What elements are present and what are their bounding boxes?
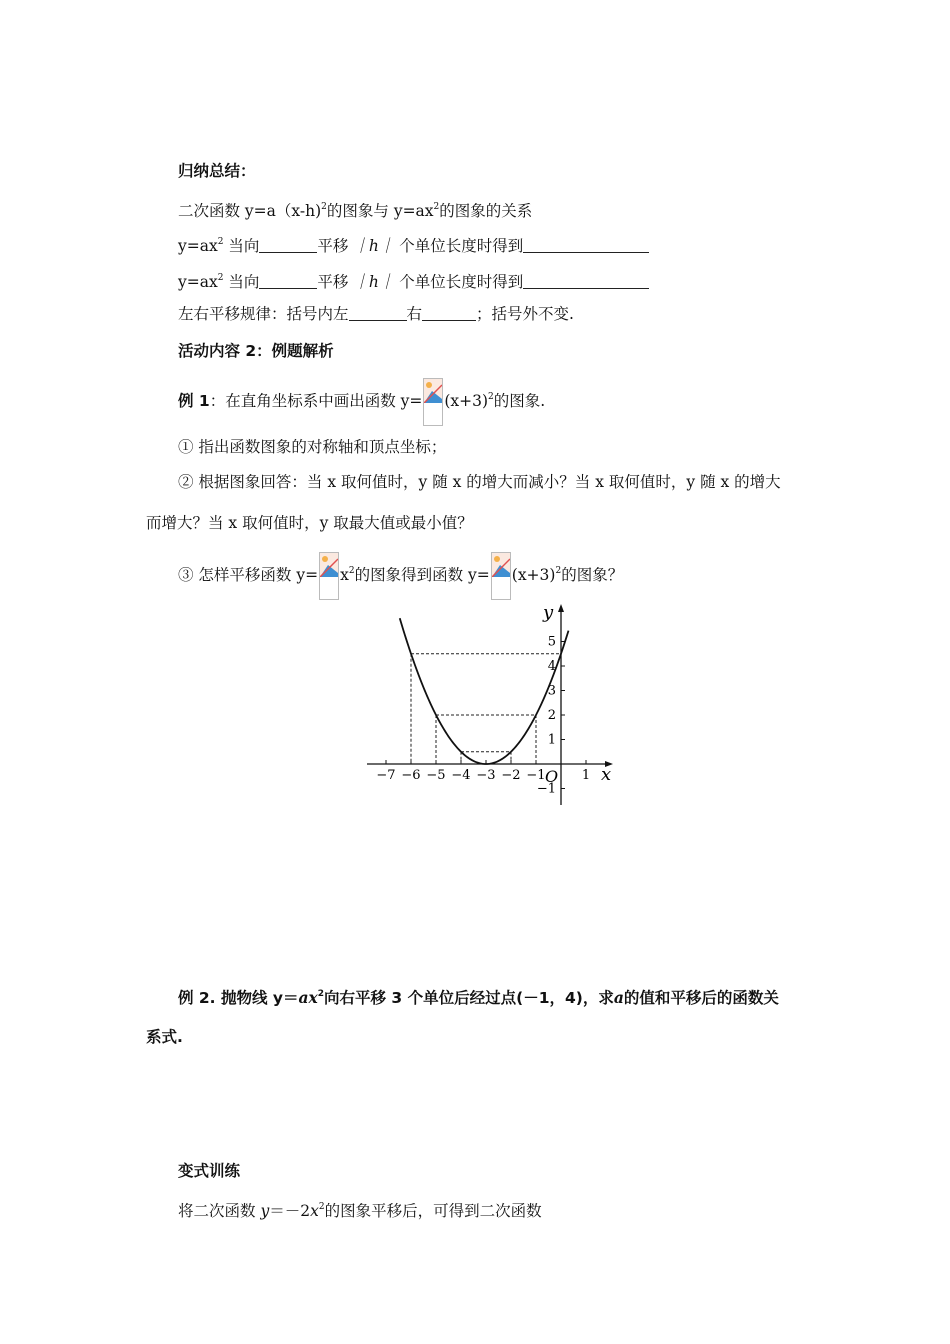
y-tick-label: −1 (536, 781, 556, 797)
variant-heading: 变式训练 (178, 1162, 241, 1180)
parabola-curve (400, 618, 569, 764)
blank-result-1[interactable] (523, 236, 649, 253)
fraction-image-icon (319, 552, 339, 600)
x-axis-label: x (601, 764, 612, 785)
x-tick-label: −7 (376, 768, 396, 783)
question-2-line2: 而增大？当 x 取何值时，y 取最大值或最小值？ (146, 514, 473, 532)
x-tick-label: −5 (426, 768, 446, 783)
question-3: ③ 怎样平移函数 y= $x^2$的图象得到函数 y= $(x+3)^2$的图象？ (178, 548, 623, 600)
y-tick-label: 5 (547, 634, 556, 650)
summary-shift-rule: 左右平移规律：括号内左 右 ；括号外不变. (178, 305, 574, 323)
example2-line2: 系式. (146, 1028, 183, 1046)
parabola-graph (365, 600, 625, 810)
fraction-image-icon (423, 378, 443, 426)
summary-heading: 归纳总结： (178, 162, 256, 180)
origin-label: O (545, 767, 559, 786)
blank-result-2[interactable] (523, 272, 649, 289)
summary-rule2: $y=ax^2$ 当向 平移 ｜h｜ 个单位长度时得到 (178, 267, 649, 293)
summary-line1: 二次函数 y=a（x-h)$^2$的图象与 $y=ax^2$的图象的关系 (178, 202, 533, 220)
y-axis-arrow (558, 604, 564, 612)
x-tick-label: −4 (451, 768, 471, 783)
y-axis-label: y (543, 602, 554, 623)
x-tick-label: −6 (401, 768, 421, 783)
example2-line1: 例 2. 抛物线 $y=ax^2$向右平移 3 个单位后经过点(－1，4)，求a的值和平移后的函数关 (178, 988, 779, 1007)
activity-heading: 活动内容 2：例题解析 (178, 342, 334, 360)
blank-direction-1[interactable] (259, 236, 317, 253)
question-2-line1: ② 根据图象回答：当 x 取何值时，y 随 x 的增大而减小？当 x 取何值时，y 随 x 的增大 (178, 473, 781, 491)
x-tick-label: −2 (501, 768, 521, 783)
blank-right[interactable] (422, 304, 476, 321)
example1: 例 1：在直角坐标系中画出函数 y= $(x+3)^2$的图象. (178, 374, 545, 426)
y-tick-label: 3 (547, 683, 556, 699)
blank-left[interactable] (349, 304, 407, 321)
summary-rule1: $y=ax^2$ 当向 平移 ｜h｜ 个单位长度时得到 (178, 231, 649, 257)
question-1: ① 指出函数图象的对称轴和顶点坐标； (178, 438, 447, 456)
x-tick-label: −1 (526, 768, 546, 783)
fraction-image-icon (491, 552, 511, 600)
y-tick-label: 1 (547, 732, 556, 748)
blank-direction-2[interactable] (259, 272, 317, 289)
y-tick-label: 2 (547, 708, 556, 723)
variant-text: 将二次函数 $y=-2x^2$的图象平移后，可得到二次函数 (178, 1202, 542, 1220)
x-tick-label: 1 (581, 768, 591, 783)
x-tick-label: −3 (476, 768, 496, 783)
y-tick-label: 4 (547, 659, 556, 674)
